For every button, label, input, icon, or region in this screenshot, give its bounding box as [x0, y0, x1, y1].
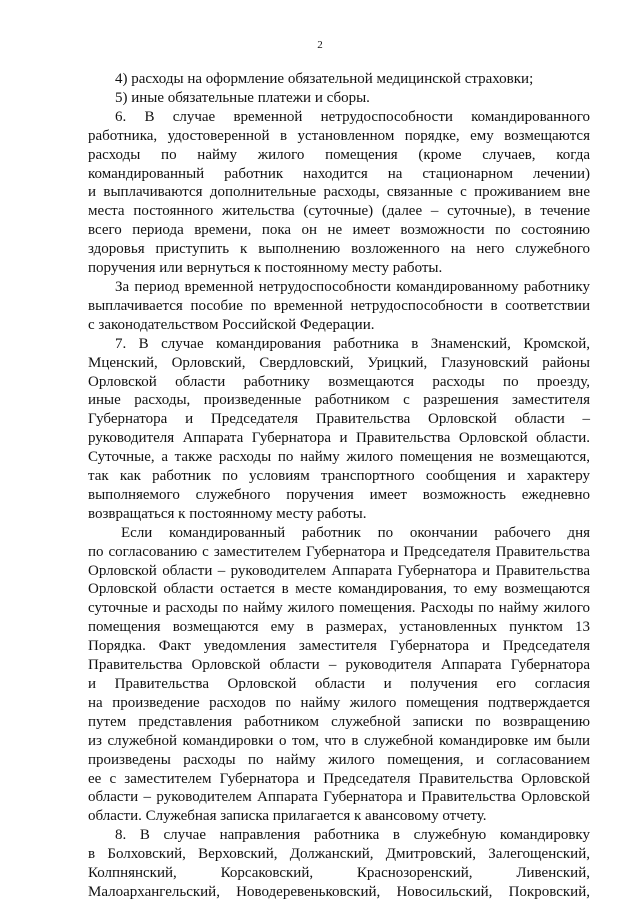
- text-line: Правительства Орловской области – руководителя Аппарата Губернатора: [88, 657, 590, 674]
- text-line: Орловской области – руководителем Аппарата Губернатора и Правительства: [88, 562, 590, 579]
- text-line: Орловской области остается в месте командирования, то ему возмещаются: [88, 581, 590, 598]
- text-line: иные расходы, произведенные работником с разрешения заместителя: [88, 392, 590, 409]
- text-line: Малоархангельский, Новодеревеньковский, Новосильский, Покровский,: [88, 883, 590, 900]
- text-line: расходы по найму жилого помещения (кроме случаев, когда: [88, 146, 590, 163]
- text-line: выплачивается пособие по временной нетрудоспособности в соответствии: [88, 297, 590, 314]
- text-line: всего периода времени, пока он не имеет возможности по состоянию: [88, 222, 590, 239]
- text-line: с законодательством Российской Федерации.: [88, 316, 375, 333]
- text-line: Мценский, Орловский, Свердловский, Урицкий, Глазуновский районы: [88, 354, 590, 371]
- text-line: Губернатора и Председателя Правительства Орловской области –: [88, 411, 590, 428]
- text-line: выполняемого служебного поручения имеет возможность ежедневно: [88, 486, 590, 503]
- text-line: Колпнянский, Корсаковский, Краснозоренский, Ливенский,: [88, 865, 590, 882]
- text-line: путем представления работником служебной записки по возвращению: [88, 713, 590, 730]
- document-body: [88, 70, 590, 902]
- text-line: на произведение расходов по найму жилого помещения подтверждается: [88, 694, 590, 711]
- text-line: суточные и расходы по найму жилого помещения. Расходы по найму жилого: [88, 600, 590, 617]
- text-line: возвращаться к постоянному месту работы.: [88, 505, 367, 522]
- text-line: области. Служебная записка прилагается к авансовому отчету.: [88, 808, 487, 825]
- text-line: 4) расходы на оформление обязательной медицинской страховки;: [115, 71, 534, 87]
- text-line: здоровья приступить к выполнению возложенного на него служебного: [88, 241, 590, 258]
- text-line: и выплачиваются дополнительные расходы, связанные с проживанием вне: [88, 184, 590, 201]
- text-line: руководителя Аппарата Губернатора и Правительства Орловской области.: [88, 430, 590, 447]
- text-line: 8. В случае направления работника в служебную командировку: [115, 827, 590, 844]
- text-line: За период временной нетрудоспособности командированному работнику: [115, 278, 590, 295]
- text-line: из служебной командировки о том, что в служебной командировке им были: [88, 732, 590, 749]
- text-line: Порядка. Факт уведомления заместителя Губернатора и Председателя: [88, 638, 590, 655]
- text-line: произведены расходы по найму жилого помещения, и согласованием: [88, 751, 590, 768]
- text-line: 5) иные обязательные платежи и сборы.: [115, 89, 370, 106]
- text-line: и Правительства Орловской области и получения его согласия: [88, 676, 590, 692]
- text-line: в Болховский, Верховский, Должанский, Дмитровский, Залегощенский,: [88, 846, 590, 863]
- text-line: Суточные, а также расходы по найму жилого помещения не возмещаются,: [88, 449, 590, 466]
- text-line: командированный работник находится на стационарном лечении): [88, 165, 590, 182]
- text-line: по согласованию с заместителем Губернатора и Председателя Правительства: [88, 543, 590, 560]
- text-line: работника, удостоверенной в установленном порядке, ему возмещаются: [88, 127, 590, 144]
- text-line: 7. В случае командирования работника в Знаменский, Кромской,: [115, 335, 590, 352]
- text-line: области – руководителем Аппарата Губернатора и Правительства Орловской: [88, 789, 590, 806]
- text-line: Орловской области работнику возмещаются расходы по проезду,: [88, 373, 590, 390]
- text-line: Если командированный работник по окончании рабочего дня: [121, 524, 590, 541]
- text-line: места постоянного жительства (суточные) (далее – суточные), в течение: [88, 203, 590, 220]
- page-number: 2: [317, 39, 323, 51]
- text-line: 6. В случае временной нетрудоспособности командированного: [115, 108, 590, 125]
- text-line: поручения или вернуться к постоянному месту работы.: [88, 260, 443, 277]
- text-line: помещения возмещаются ему в размерах, установленных пунктом 13: [88, 619, 590, 636]
- text-line: ее с заместителем Губернатора и Председателя Правительства Орловской: [88, 770, 590, 787]
- text-line: так как работник по условиям транспортного сообщения и характеру: [88, 468, 590, 485]
